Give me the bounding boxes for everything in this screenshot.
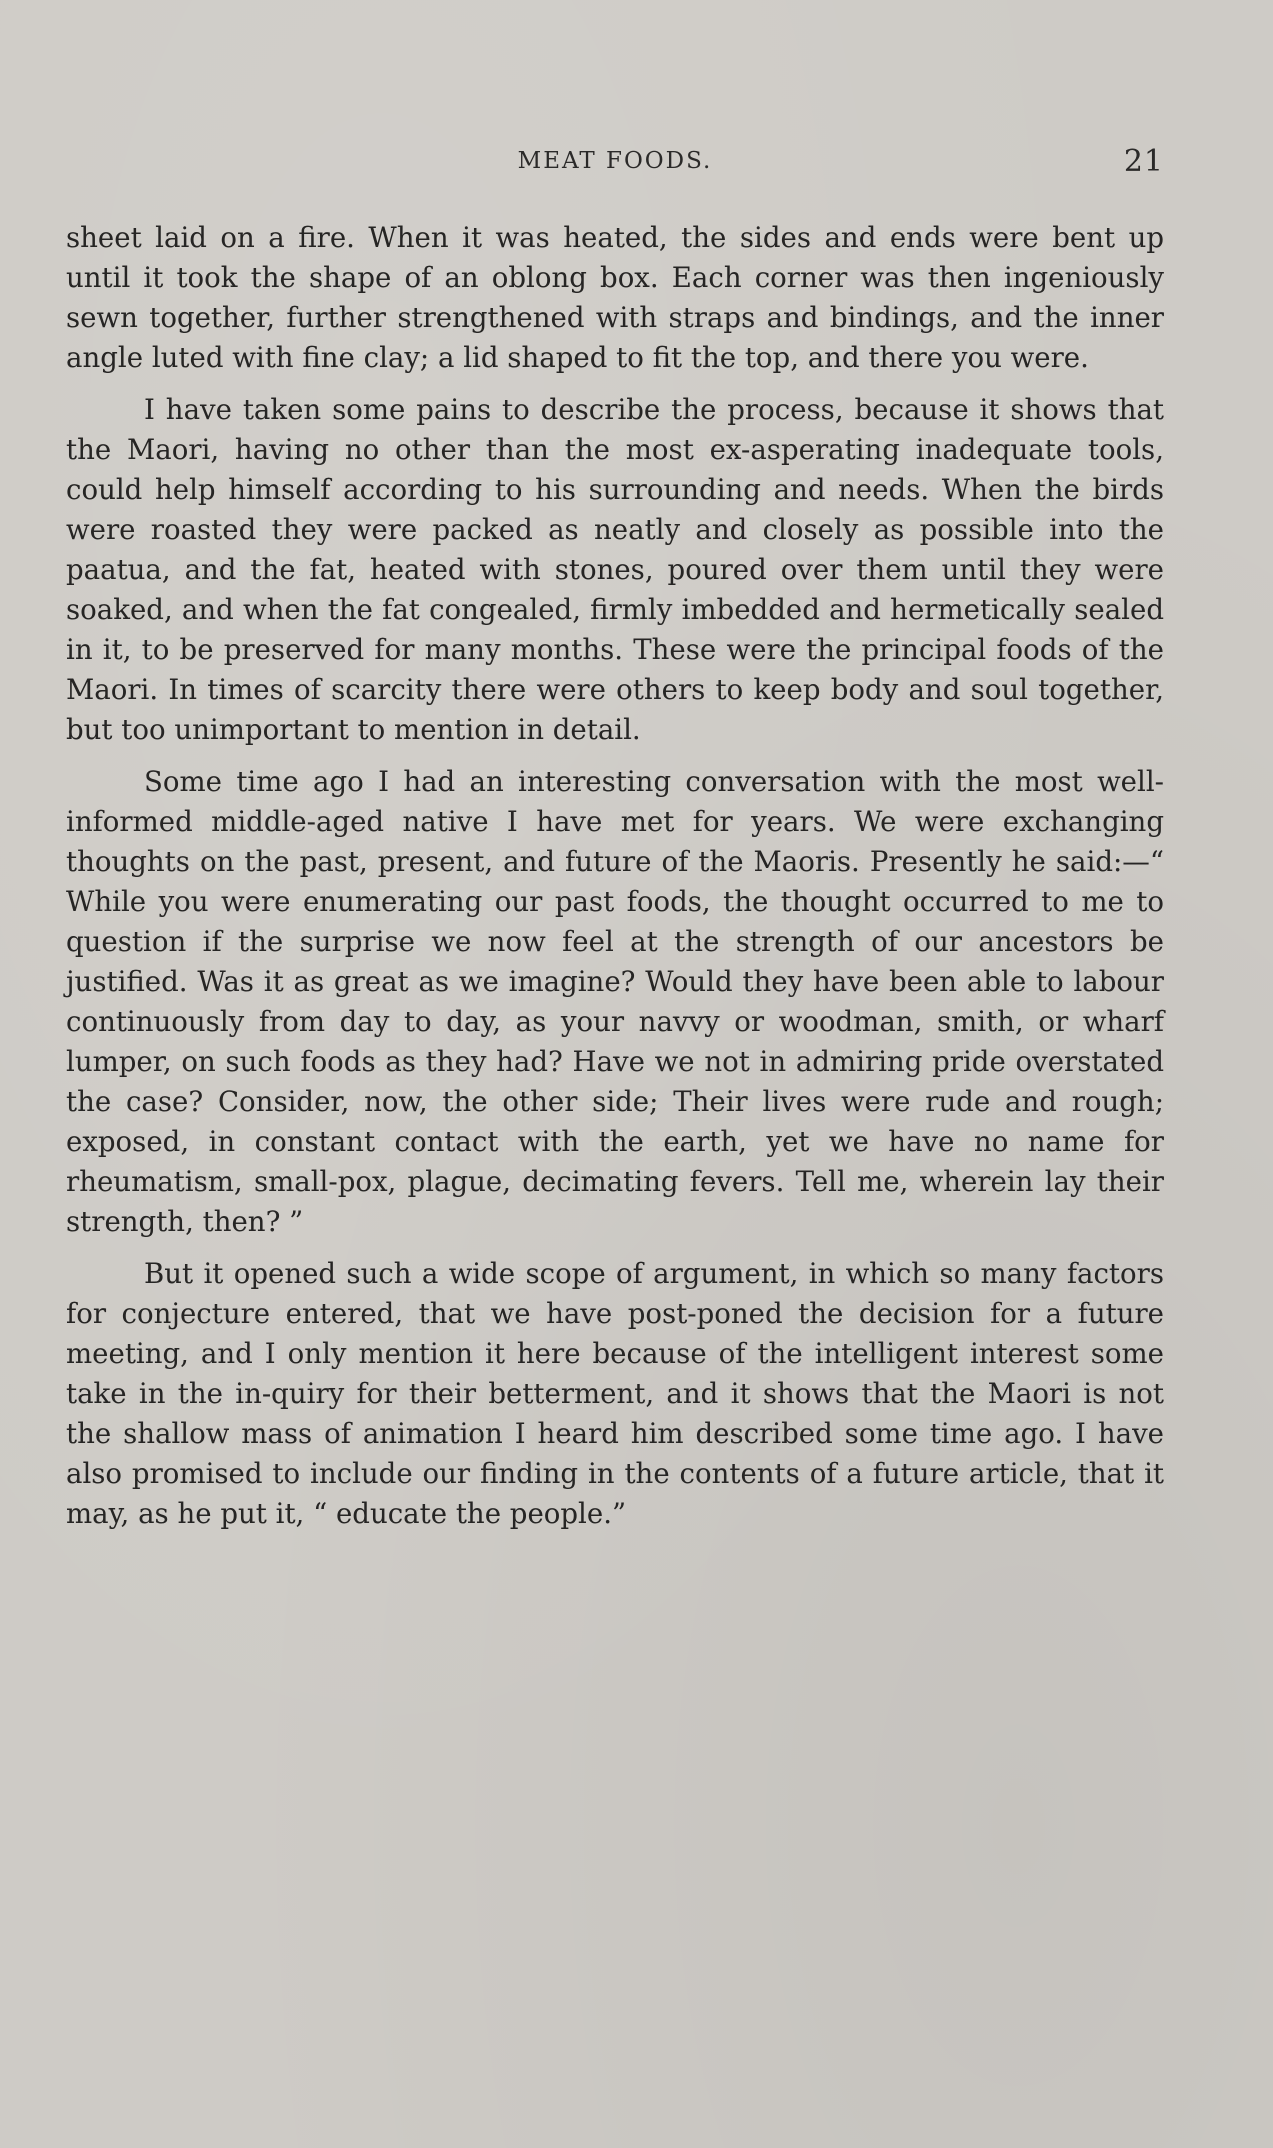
body-text: [66, 218, 1164, 1546]
page-number: 21: [1123, 144, 1164, 179]
paragraph-4: But it opened such a wide scope of argument, in which so many factors for conjecture entered, that we have post-poned the decision for a future meeting, and I only mention it here because of the intelligent interest some take in the in-quiry for their betterment, and it shows that the Maori is not the shallow mass of animation I heard him described some time ago. I have also promised to include our finding in the contents of a future article, that it may, as he put it, “ educate the people.”: [66, 1257, 1164, 1530]
paragraph-1: sheet laid on a fire. When it was heated, the sides and ends were bent up until it took the shape of an oblong box. Each corner was then ingeniously sewn together, further strengthened with straps and bindings, and the inner angle luted with fine clay; a lid shaped to fit the top, and there you were.: [66, 221, 1164, 374]
page-header: [66, 144, 1164, 188]
paragraph-2: I have taken some pains to describe the process, because it shows that the Maori, having no other than the most ex-asperating inadequate tools, could help himself according to his surrounding and needs. When the birds were roasted they were packed as neatly and closely as possible into the paatua, and the fat, heated with stones, poured over them until they were soaked, and when the fat congealed, firmly imbedded and hermetically sealed in it, to be preserved for many months. These were the principal foods of the Maori. In times of scarcity there were others to keep body and soul together, but too unimportant to mention in detail.: [66, 393, 1164, 746]
paragraph-3: Some time ago I had an interesting conversation with the most well-informed middle-aged native I have met for years. We were exchanging thoughts on the past, present, and future of the Maoris. Presently he said:—“ While you were enumerating our past foods, the thought occurred to me to question if the surprise we now feel at the strength of our ancestors be justified. Was it as great as we imagine? Would they have been able to labour continuously from day to day, as your navvy or woodman, smith, or wharf lumper, on such foods as they had? Have we not in admiring pride overstated the case? Consider, now, the other side; Their lives were rude and rough; exposed, in constant contact with the earth, yet we have no name for rheumatism, small-pox, plague, decimating fevers. Tell me, wherein lay their strength, then? ”: [66, 765, 1164, 1238]
running-title: MEAT FOODS.: [517, 148, 713, 174]
